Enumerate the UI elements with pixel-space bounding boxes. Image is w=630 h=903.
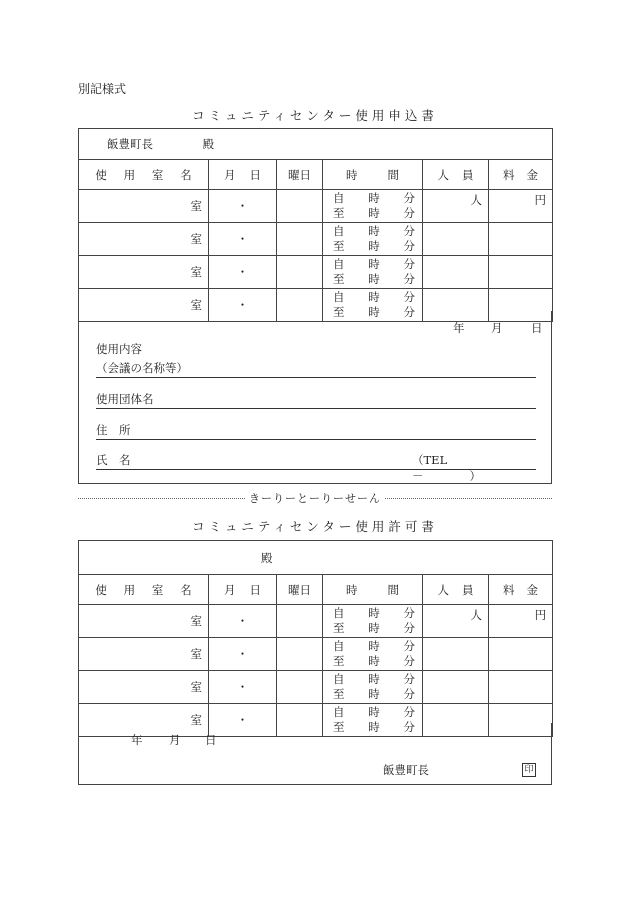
date-dot: ・ [236,614,249,628]
minute-label: 分 [403,606,415,620]
time-cell[interactable] [323,605,423,638]
date-dot: ・ [236,680,249,694]
permit-honorific: 殿 [261,550,273,565]
col-header-time [323,160,423,190]
hour-label: 時 [368,687,380,701]
time-to [333,621,415,636]
header-char: 金 [526,167,539,182]
people-cell[interactable] [423,638,489,671]
header-char: 時 [346,582,358,597]
time-cell[interactable] [323,190,423,223]
minute-label: 分 [403,191,415,205]
application-usage-row [79,223,553,256]
hour-label: 時 [368,206,380,220]
room-suffix: 室 [190,265,202,279]
time-from [333,705,415,720]
time-to [333,272,415,287]
fee-cell[interactable] [489,256,553,289]
weekday-cell[interactable] [277,671,323,704]
from-label: 自 [333,639,345,653]
fee-unit: 円 [534,608,547,622]
permit-issuer: 飯豊町長 [383,763,429,777]
col-header-date [209,160,277,190]
header-char: 名 [180,167,192,182]
time-from [333,639,415,654]
hour-label: 時 [368,191,380,205]
header-char: 月 [224,167,236,182]
to-label: 至 [333,654,345,668]
hour-label: 時 [368,257,380,271]
tel-label: （TEL － ） [412,453,482,483]
to-label: 至 [333,687,345,701]
to-label: 至 [333,720,345,734]
application-table [78,128,553,322]
permit-col-header-date [209,575,277,605]
room-cell[interactable] [79,605,209,638]
header-char: 間 [387,167,399,182]
name-field[interactable] [96,452,536,483]
time-cell[interactable] [323,223,423,256]
header-char: 料 [503,167,515,182]
hour-label: 時 [368,290,380,304]
to-label: 至 [333,206,345,220]
seal-mark [522,761,536,777]
room-suffix: 室 [190,298,202,312]
from-label: 自 [333,672,345,686]
room-cell[interactable] [79,256,209,289]
permit-col-header-weekday: 曜日 [277,575,323,605]
permit-header-row [79,575,553,605]
people-unit: 人 [470,608,482,622]
room-cell[interactable] [79,223,209,256]
permit-col-header-room [79,575,209,605]
permit-usage-row [79,638,553,671]
room-cell[interactable] [79,638,209,671]
hour-label: 時 [368,639,380,653]
weekday-cell[interactable] [277,256,323,289]
from-label: 自 [333,191,345,205]
day-label: 日 [531,321,543,335]
header-char: 員 [462,582,474,597]
time-to [333,687,415,702]
col-header-people [423,160,489,190]
weekday-cell[interactable] [277,190,323,223]
header-char: 人 [437,167,449,182]
addressee-row [79,129,553,160]
date-dot: ・ [236,232,249,246]
header-char: 室 [151,582,164,597]
cut-line-text: きーりーとーりーせーん [249,492,381,505]
header-row [79,160,553,190]
fee-cell[interactable] [489,605,553,638]
room-suffix: 室 [190,232,202,246]
group-name-label: 使用団体名 [96,392,154,406]
room-suffix: 室 [190,680,202,694]
time-from [333,191,415,206]
date-dot: ・ [236,199,249,213]
room-cell[interactable] [79,671,209,704]
room-suffix: 室 [190,199,202,213]
date-cell[interactable] [209,223,277,256]
from-label: 自 [333,290,345,304]
room-suffix: 室 [190,614,202,628]
room-suffix: 室 [190,647,202,661]
permit-addressee-row [79,541,553,575]
application-usage-row [79,190,553,223]
col-header-fee [489,160,553,190]
hour-label: 時 [368,239,380,253]
time-cell[interactable] [323,638,423,671]
hour-label: 時 [368,606,380,620]
application-title: コミュニティセンター使用申込書 [192,108,438,123]
time-cell[interactable] [323,256,423,289]
fee-cell[interactable] [489,190,553,223]
fee-cell[interactable] [489,223,553,256]
time-from [333,672,415,687]
header-char: 人 [437,582,449,597]
minute-label: 分 [403,687,415,701]
month-label: 月 [491,321,503,335]
header-char: 使 [95,167,107,182]
minute-label: 分 [403,705,415,719]
col-header-room [79,160,209,190]
date-cell[interactable] [209,605,277,638]
weekday-cell[interactable] [277,605,323,638]
header-char: 金 [526,582,539,597]
group-name-field[interactable] [96,391,536,409]
time-from [333,257,415,272]
from-label: 自 [333,257,345,271]
permit-col-header-people [423,575,489,605]
header-char: 室 [151,167,164,182]
minute-label: 分 [403,672,415,686]
to-label: 至 [333,621,345,635]
application-usage-row [79,256,553,289]
application-date-line [453,320,543,336]
to-label: 至 [333,305,345,319]
date-dot: ・ [236,713,249,727]
hour-label: 時 [368,621,380,635]
address-field[interactable] [96,422,536,440]
people-cell[interactable] [423,605,489,638]
permit-date-line [131,732,217,748]
header-char: 用 [123,582,136,597]
room-suffix: 室 [190,713,202,727]
purpose-sub-label: （会議の名称等） [96,361,188,375]
hour-label: 時 [368,305,380,319]
header-char: 日 [249,582,261,597]
header-char: 月 [224,582,236,597]
hour-label: 時 [368,720,380,734]
address-label: 住 所 [96,423,131,437]
date-dot: ・ [236,647,249,661]
permit-col-header-fee [489,575,553,605]
header-char: 料 [503,582,515,597]
date-cell[interactable] [209,638,277,671]
weekday-cell[interactable] [277,638,323,671]
time-to [333,654,415,669]
permit-month-label: 月 [169,733,181,747]
header-char: 間 [387,582,399,597]
header-char: 日 [249,167,261,182]
minute-label: 分 [403,305,415,319]
time-cell[interactable] [323,671,423,704]
date-dot: ・ [236,265,249,279]
minute-label: 分 [403,654,415,668]
date-dot: ・ [236,298,249,312]
weekday-cell[interactable] [277,223,323,256]
col-header-weekday: 曜日 [277,160,323,190]
to-label: 至 [333,272,345,286]
people-cell[interactable] [423,223,489,256]
date-cell[interactable] [209,256,277,289]
permit-day-label: 日 [205,733,217,747]
people-cell[interactable] [423,190,489,223]
people-unit: 人 [470,193,482,207]
hour-label: 時 [368,272,380,286]
cut-line [78,490,552,506]
minute-label: 分 [403,639,415,653]
permit-usage-row [79,605,553,638]
from-label: 自 [333,606,345,620]
fee-cell[interactable] [489,638,553,671]
permit-usage-row [79,671,553,704]
header-char: 使 [95,582,107,597]
people-cell[interactable] [423,671,489,704]
date-cell[interactable] [209,671,277,704]
minute-label: 分 [403,257,415,271]
honorific: 殿 [202,137,215,151]
minute-label: 分 [403,272,415,286]
people-cell[interactable] [423,256,489,289]
permit-table [78,540,553,737]
time-from [333,224,415,239]
purpose-field[interactable] [96,360,536,378]
header-char: 名 [180,582,192,597]
minute-label: 分 [403,290,415,304]
fee-cell[interactable] [489,671,553,704]
header-char: 用 [123,167,136,182]
header-char: 員 [462,167,474,182]
from-label: 自 [333,224,345,238]
minute-label: 分 [403,224,415,238]
minute-label: 分 [403,720,415,734]
name-label: 氏 名 [96,453,131,467]
form-style-label: 別記様式 [78,82,127,96]
minute-label: 分 [403,239,415,253]
hour-label: 時 [368,654,380,668]
minute-label: 分 [403,206,415,220]
hour-label: 時 [368,672,380,686]
minute-label: 分 [403,621,415,635]
to-label: 至 [333,239,345,253]
time-to [333,206,415,221]
time-to [333,239,415,254]
from-label: 自 [333,705,345,719]
permit-year-label: 年 [131,733,143,747]
fee-unit: 円 [534,193,547,207]
seal-icon: 印 [522,763,536,777]
header-char: 時 [346,167,358,182]
hour-label: 時 [368,705,380,719]
time-from [333,290,415,305]
room-cell[interactable] [79,190,209,223]
year-label: 年 [453,321,465,335]
hour-label: 時 [368,224,380,238]
permit-title: コミュニティセンター使用許可書 [192,519,438,534]
date-cell[interactable] [209,190,277,223]
time-from [333,606,415,621]
addressee: 飯豊町長 [107,137,153,151]
purpose-label: 使用内容 [96,342,142,356]
permit-col-header-time [323,575,423,605]
